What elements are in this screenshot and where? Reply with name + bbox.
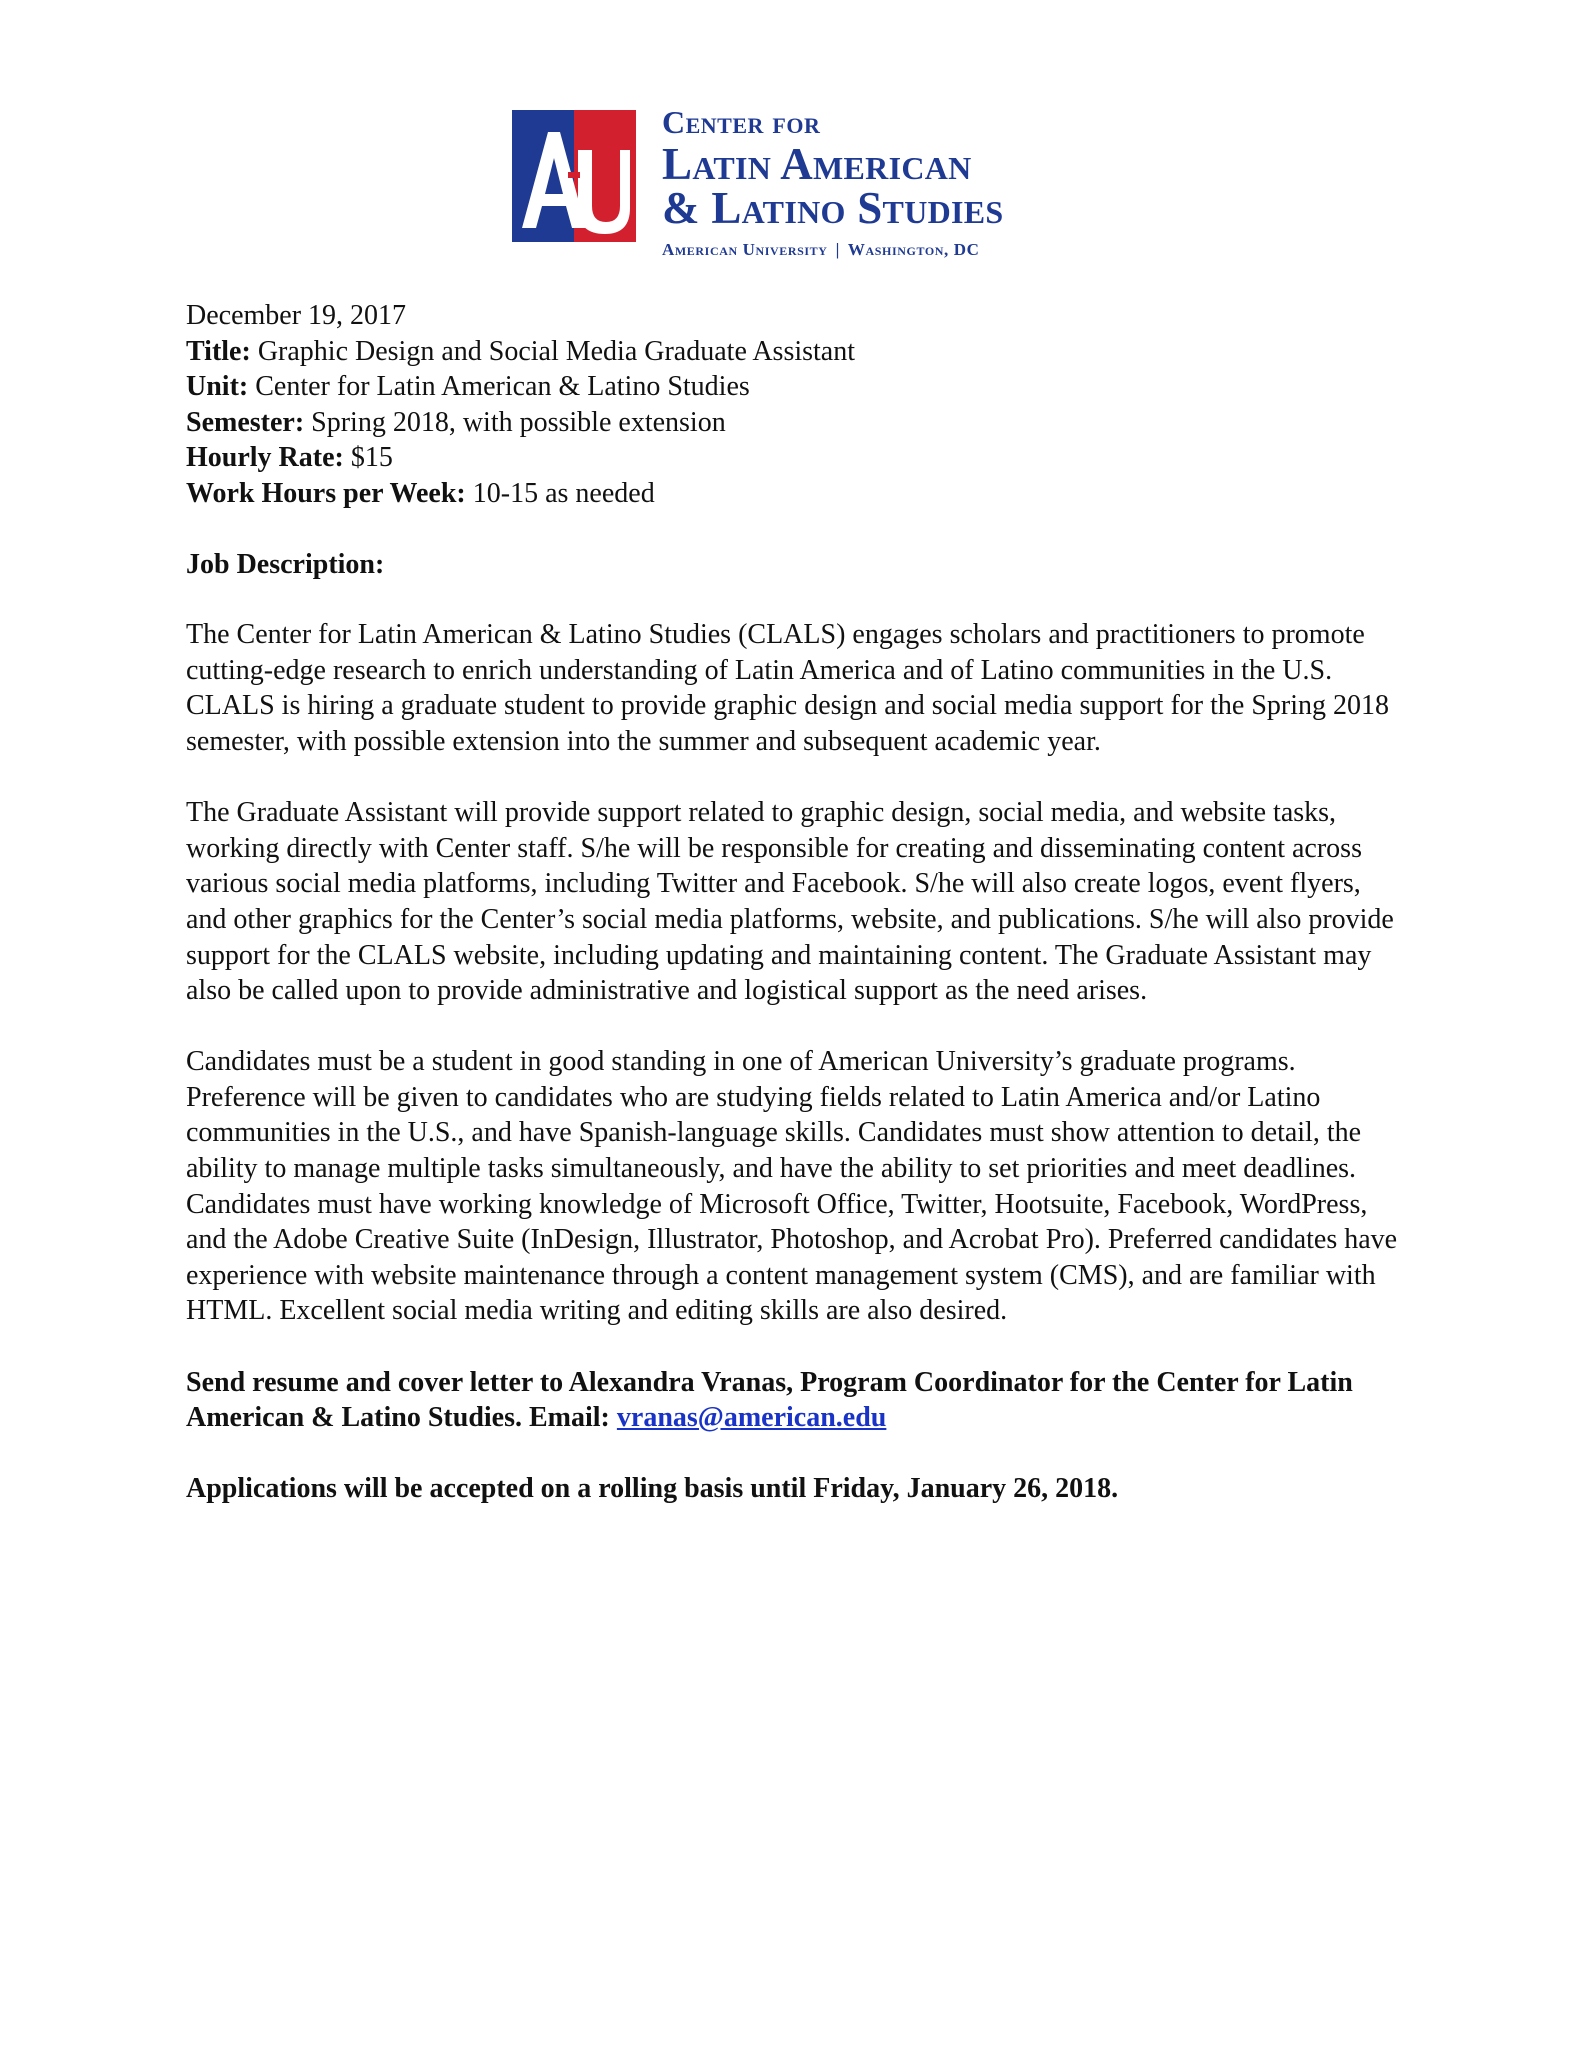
field-value: $15: [350, 442, 393, 474]
letter-body: [186, 298, 1401, 1507]
field-value: Graphic Design and Social Media Graduate Assistant: [257, 335, 855, 367]
field-hourly-rate: [186, 440, 1401, 476]
description-paragraph-3: Candidates must be a student in good standing in one of American University’s graduate programs. Preference will be given to candidates who are studying fields related to Latin America and/or Latino communities in the U.S., and have Spanish-language skills. Candidates must show attention to detail, the ability to manage multiple tasks simultaneously, and have the ability to set priorities and meet deadlines. Candidates must have working knowledge of Microsoft Office, Twitter, Hootsuite, Facebook, WordPress, and the Adobe Creative Suite (InDesign, Illustrator, Photoshop, and Acrobat Pro). Preferred candidates have experience with website maintenance through a content management system (CMS), and are familiar with HTML. Excellent social media writing and editing skills are also desired.: [186, 1046, 1398, 1327]
au-logo-icon: [512, 110, 636, 242]
field-value: Spring 2018, with possible extension: [311, 406, 726, 438]
field-label: Title:: [186, 335, 251, 367]
field-unit: [186, 369, 1401, 405]
send-instructions: [186, 1365, 1401, 1436]
field-semester: [186, 405, 1401, 441]
logo-university-name: American University: [662, 240, 828, 259]
description-paragraph-2: The Graduate Assistant will provide support related to graphic design, social media, and website tasks, working directly with Center staff. S/he will be responsible for creating and disseminating content across various social media platforms, including Twitter and Facebook. S/he will also create logos, event flyers, and other graphics for the Center’s social media platforms, website, and publications. S/he will also provide support for the CLALS website, including updating and maintaining content. The Graduate Assistant may also be called upon to provide administrative and logistical support as the need arises.: [186, 797, 1394, 1007]
description-paragraph-1: The Center for Latin American & Latino Studies (CLALS) engages scholars and practitioners to promote cutting-edge research to enrich understanding of Latin America and of Latino communities in the U.S. CLALS is hiring a graduate student to provide graphic design and social media support for the Spring 2018 semester, with possible extension into the summer and subsequent academic year.: [186, 619, 1389, 757]
field-label: Hourly Rate:: [186, 442, 344, 474]
logo-line-latin-american: Latin American: [662, 139, 972, 189]
field-value: Center for Latin American & Latino Studies: [255, 371, 750, 403]
logo-line-center-for: Center for: [662, 104, 821, 140]
field-label: Work Hours per Week:: [186, 477, 466, 509]
letter-date: December 19, 2017: [186, 300, 407, 331]
field-label: Semester:: [186, 406, 305, 438]
send-instructions-text: Send resume and cover letter to Alexandra Vranas, Program Coordinator for the Center for Latin American & Latino Studies. Email:: [186, 1366, 1353, 1434]
logo-university-line: [662, 240, 1004, 260]
field-value: 10-15 as needed: [472, 477, 655, 509]
job-description-heading: Job Description:: [186, 548, 385, 580]
application-deadline: Applications will be accepted on a rolling basis until Friday, January 26, 2018.: [186, 1473, 1119, 1505]
position-details: [186, 334, 1401, 512]
logo-wordmark: [662, 106, 1004, 260]
email-link[interactable]: vranas@american.edu: [616, 1402, 887, 1434]
logo-separator: |: [835, 240, 840, 259]
logo-line-latino-studies: & Latino Studies: [662, 183, 1004, 233]
field-title: [186, 334, 1401, 370]
field-label: Unit:: [186, 371, 249, 403]
logo-city: Washington, DC: [847, 240, 980, 259]
clals-letterhead-logo: [512, 104, 1072, 259]
field-work-hours: [186, 476, 1401, 512]
